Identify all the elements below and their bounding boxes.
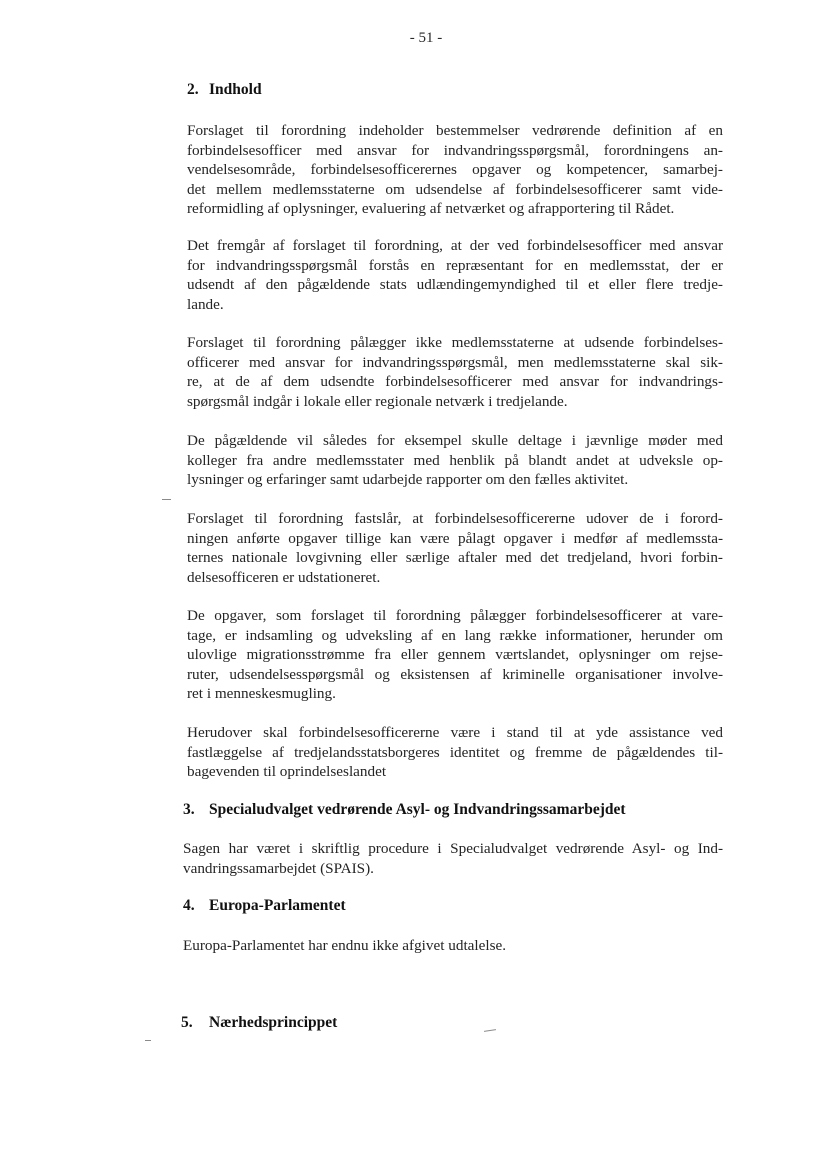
section-number: 4. [183, 897, 195, 914]
text-line: Det fremgår af forslaget til forordning, at der ved forbindelsesofficer med ansvar [187, 237, 723, 254]
text-line: lande. [187, 295, 224, 313]
paragraph [187, 723, 723, 782]
paragraph [187, 333, 723, 411]
text-line: De opgaver, som forslaget til forordning pålægger forbindelsesofficerer at vare- [187, 607, 723, 624]
text-line: Europa-Parlamentet har endnu ikke afgivet udtalelse. [183, 937, 507, 954]
section-number: 5. [181, 1014, 193, 1031]
scan-mark [145, 1040, 151, 1041]
scan-mark [484, 1029, 496, 1032]
paragraph [187, 509, 723, 587]
paragraph [187, 431, 723, 490]
text-line: De pågældende vil således for eksempel skulle deltage i jævnlige møder med [187, 432, 723, 449]
section-title: Indhold [209, 81, 262, 98]
text-line: kolleger fra andre medlemsstater med henblik på blandt andet at udveksle op- [187, 451, 723, 469]
text-line: Herudover skal forbindelsesofficererne være i stand til at yde assistance ved [187, 724, 723, 741]
text-line: Forslaget til forordning indeholder bestemmelser vedrørende definition af en [187, 122, 723, 139]
text-line: forbindelsesofficer med ansvar for indvandringsspørgsmål, forordningens an- [187, 141, 723, 159]
text-line: bagevenden til oprindelseslandet [187, 763, 387, 781]
paragraph [187, 121, 723, 219]
section-heading-specialudvalget [183, 801, 626, 819]
section-number: 2. [187, 81, 199, 98]
text-line: ulovlige migrationsstrømme fra eller gennem værtslandet, oplysninger om rejse- [187, 646, 723, 664]
text-line: ret i menneskesmugling. [187, 685, 336, 703]
scan-mark [162, 499, 171, 500]
text-line: reformidling af oplysninger, evaluering af netværket og afrapportering til Rådet. [187, 200, 675, 218]
section-heading-indhold [187, 81, 262, 99]
text-line: ningen anførte opgaver tillige kan være pålagt opgaver i medfør af medlemssta- [187, 529, 723, 547]
text-line: det mellem medlemsstaterne om udsendelse af forbindelsesofficerer samt vide- [187, 180, 723, 198]
text-line: tage, er indsamling og udveksling af en lang række informationer, herunder om [187, 626, 723, 644]
section-title: Specialudvalget vedrørende Asyl- og Indvandringssamarbejdet [209, 801, 626, 818]
text-line: fastlæggelse af tredjelandsstatsborgeres identitet og fremme de pågældendes til- [187, 743, 723, 761]
text-line: Forslaget til forordning fastslår, at forbindelsesofficererne udover de i forord- [187, 510, 723, 527]
text-line: vendelsesområde, forbindelsesofficerernes opgaver og kompetencer, samarbej- [187, 161, 723, 179]
text-line: delsesofficeren er udstationeret. [187, 568, 381, 586]
text-line: re, at de af dem udsendte forbindelsesofficerer med ansvar for indvandrings- [187, 373, 723, 391]
text-line: spørgsmål indgår i lokale eller regionale netværk i tredjelande. [187, 392, 568, 410]
paragraph [187, 236, 723, 314]
text-line: udsendt af den pågældende stats udlændingemyndighed til et eller flere tredje- [187, 276, 723, 294]
text-line: ruter, udsendelsesspørgsmål og eksistensen af kriminelle organisationer involve- [187, 665, 723, 683]
section-title: Nærhedsprincippet [209, 1014, 338, 1031]
text-line: vandringssamarbejdet (SPAIS). [183, 859, 374, 877]
paragraph [187, 606, 723, 704]
section-heading-europa-parlamentet [183, 897, 346, 915]
paragraph [183, 839, 723, 878]
text-line: officerer med ansvar for indvandringsspørgsmål, men medlemsstaterne skal sik- [187, 353, 723, 371]
section-heading-naerhedsprincippet [181, 1014, 337, 1032]
paragraph [183, 936, 723, 956]
section-title: Europa-Parlamentet [209, 897, 346, 914]
text-line: lysninger og erfaringer samt udarbejde rapporter om den fælles aktivitet. [187, 471, 629, 489]
section-number: 3. [183, 801, 195, 818]
text-line: Forslaget til forordning pålægger ikke medlemsstaterne at udsende forbindelses- [187, 334, 723, 351]
text-line: for indvandringsspørgsmål forstås en repræsentant for en medlemsstat, der er [187, 256, 723, 274]
text-line: Sagen har været i skriftlig procedure i Specialudvalget vedrørende Asyl- og Ind- [183, 840, 723, 857]
text-line: ternes nationale lovgivning eller særlige aftaler med det tredjeland, hvori forbin- [187, 549, 723, 567]
page-number: - 51 - [409, 30, 443, 46]
